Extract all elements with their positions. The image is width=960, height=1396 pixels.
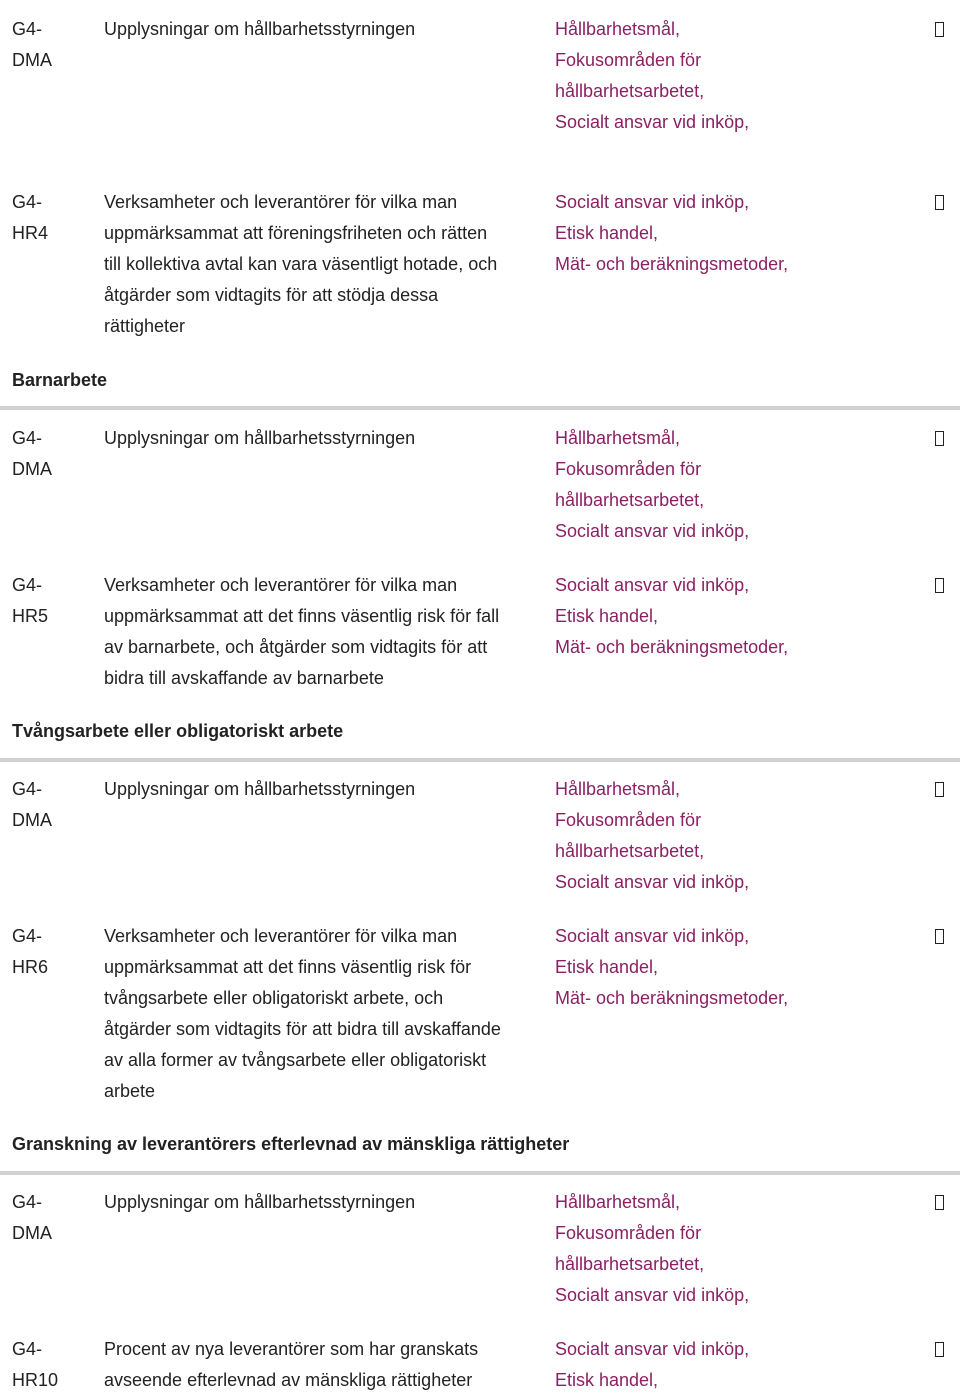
link[interactable]: Etisk handel, bbox=[555, 1370, 659, 1390]
description: Verksamheter och leverantörer för vilka man uppmärksammat att det finns väsentlig risk för fall av barnarbete, och åtgärder som vidtagits för att bidra till avskaffande av barnarbete bbox=[104, 575, 500, 688]
gri-code: G4- DMA bbox=[12, 19, 52, 70]
link[interactable]: Fokusområden för bbox=[555, 50, 702, 70]
section-heading: Granskning av leverantörers efterlevnad av mänskliga rättigheter bbox=[12, 1134, 570, 1154]
gri-code: G4- HR10 bbox=[12, 1339, 59, 1390]
link[interactable]: Socialt ansvar vid inköp, bbox=[555, 926, 750, 946]
link[interactable]: Socialt ansvar vid inköp, bbox=[555, 872, 750, 892]
link[interactable]: hållbarhetsarbetet, bbox=[555, 1254, 705, 1274]
link[interactable]: Socialt ansvar vid inköp, bbox=[555, 521, 750, 541]
empty-box-icon bbox=[935, 1195, 944, 1210]
link[interactable]: Socialt ansvar vid inköp, bbox=[555, 192, 750, 212]
link[interactable]: hållbarhetsarbetet, bbox=[555, 490, 705, 510]
description: Upplysningar om hållbarhetsstyrningen bbox=[104, 19, 416, 39]
link[interactable]: Fokusområden för bbox=[555, 1223, 702, 1243]
section-divider bbox=[0, 406, 960, 410]
reference-links bbox=[555, 14, 895, 138]
section-heading: Barnarbete bbox=[12, 370, 108, 390]
reference-links bbox=[555, 921, 895, 1014]
description: Upplysningar om hållbarhetsstyrningen bbox=[104, 428, 416, 448]
empty-box-icon bbox=[935, 782, 944, 797]
reference-links bbox=[555, 1187, 895, 1311]
gri-code: G4- HR4 bbox=[12, 192, 49, 243]
empty-box-icon bbox=[935, 578, 944, 593]
link[interactable]: Fokusområden för bbox=[555, 459, 702, 479]
link[interactable]: Fokusområden för bbox=[555, 810, 702, 830]
reference-links bbox=[555, 1334, 895, 1396]
link[interactable]: Hållbarhetsmål, bbox=[555, 779, 681, 799]
link[interactable]: Etisk handel, bbox=[555, 957, 659, 977]
link[interactable]: hållbarhetsarbetet, bbox=[555, 841, 705, 861]
empty-box-icon bbox=[935, 1342, 944, 1357]
link[interactable]: Socialt ansvar vid inköp, bbox=[555, 112, 750, 132]
empty-box-icon bbox=[935, 431, 944, 446]
gri-code: G4- DMA bbox=[12, 428, 52, 479]
description: Procent av nya leverantörer som har granskats avseende efterlevnad av mänskliga rättigheter bbox=[104, 1339, 479, 1390]
section-divider bbox=[0, 1171, 960, 1175]
description: Upplysningar om hållbarhetsstyrningen bbox=[104, 779, 416, 799]
reference-links bbox=[555, 774, 895, 898]
link[interactable]: Mät- och beräkningsmetoder, bbox=[555, 988, 789, 1008]
description: Verksamheter och leverantörer för vilka man uppmärksammat att föreningsfriheten och rätten till kollektiva avtal kan vara väsentligt hotade, och åtgärder som vidtagits för att stödja dessa rättigheter bbox=[104, 192, 498, 336]
gri-code: G4- DMA bbox=[12, 1192, 52, 1243]
link[interactable]: Socialt ansvar vid inköp, bbox=[555, 1339, 750, 1359]
description: Verksamheter och leverantörer för vilka man uppmärksammat att det finns väsentlig risk för tvångsarbete eller obligatoriskt arbete, och åtgärder som vidtagits för att bidra till avskaffande av alla former av tvångsarbete eller obligatoriskt arbete bbox=[104, 926, 501, 1101]
empty-box-icon bbox=[935, 22, 944, 37]
empty-box-icon bbox=[935, 929, 944, 944]
link[interactable]: Etisk handel, bbox=[555, 223, 659, 243]
section-heading: Tvångsarbete eller obligatoriskt arbete bbox=[12, 721, 344, 741]
link[interactable]: Socialt ansvar vid inköp, bbox=[555, 1285, 750, 1305]
description: Upplysningar om hållbarhetsstyrningen bbox=[104, 1192, 416, 1212]
link[interactable]: Etisk handel, bbox=[555, 606, 659, 626]
empty-box-icon bbox=[935, 195, 944, 210]
link[interactable]: Hållbarhetsmål, bbox=[555, 428, 681, 448]
link[interactable]: Hållbarhetsmål, bbox=[555, 19, 681, 39]
link[interactable]: hållbarhetsarbetet, bbox=[555, 81, 705, 101]
section-divider bbox=[0, 758, 960, 762]
gri-code: G4- HR6 bbox=[12, 926, 49, 977]
reference-links bbox=[555, 570, 895, 663]
reference-links bbox=[555, 423, 895, 547]
gri-code: G4- DMA bbox=[12, 779, 52, 830]
gri-code: G4- HR5 bbox=[12, 575, 49, 626]
link[interactable]: Socialt ansvar vid inköp, bbox=[555, 575, 750, 595]
reference-links bbox=[555, 187, 895, 280]
link[interactable]: Mät- och beräkningsmetoder, bbox=[555, 254, 789, 274]
link[interactable]: Hållbarhetsmål, bbox=[555, 1192, 681, 1212]
link[interactable]: Mät- och beräkningsmetoder, bbox=[555, 637, 789, 657]
